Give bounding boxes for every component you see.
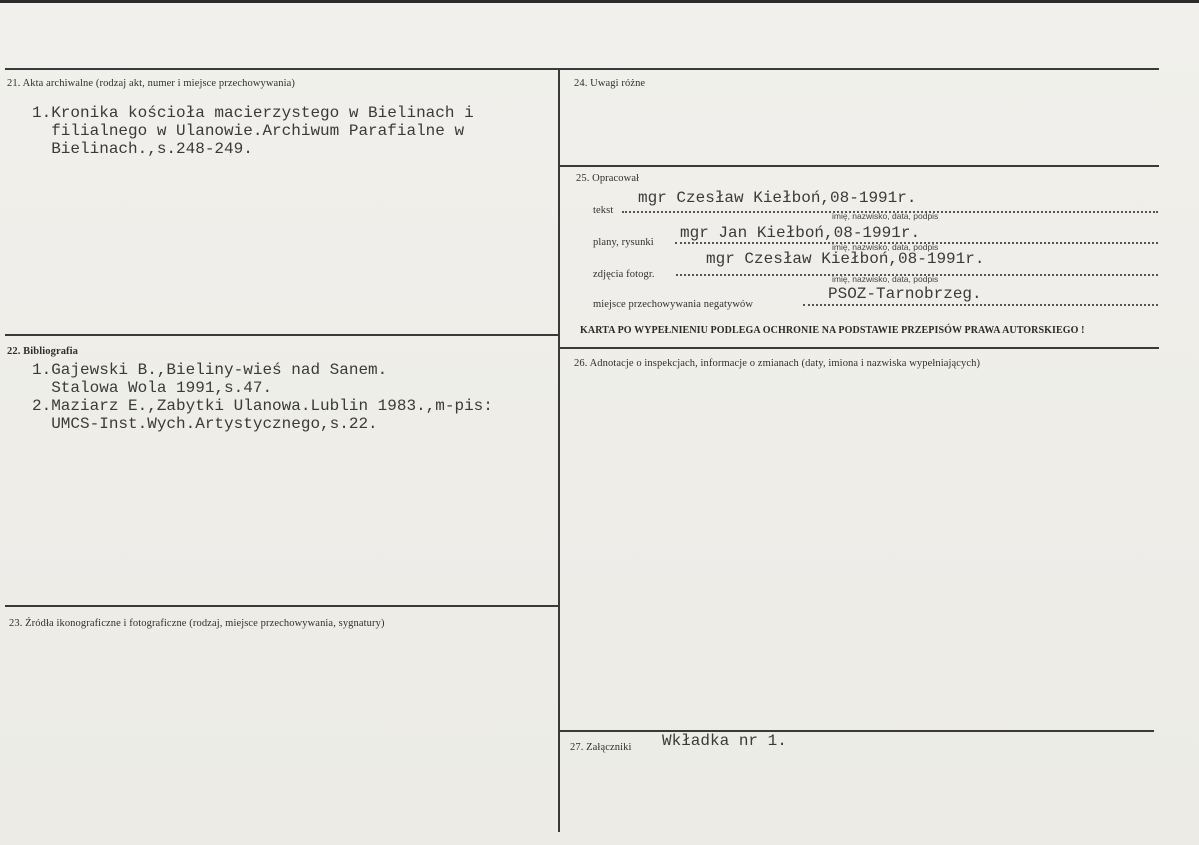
section26-label: 26. Adnotacje o inspekcjach, informacje o zmianach (daty, imiona i nazwiska wypełniających) <box>574 358 981 369</box>
section27-value: Wkładka nr 1. <box>662 732 787 750</box>
zdjecia-hint: imię, nazwisko, data, podpis <box>832 274 939 284</box>
tekst-hint: imię, nazwisko, data, podpis <box>832 211 939 221</box>
divider-right-25-26 <box>560 347 1159 349</box>
negatywy-dotted-line <box>803 304 1158 306</box>
section27-label: 27. Załączniki <box>570 742 632 753</box>
section21-line-1: 1.Kronika kościoła macierzystego w Bielinach i <box>32 104 474 122</box>
plany-label: plany, rysunki <box>593 237 654 248</box>
divider-left-21-22 <box>5 334 559 336</box>
section24-label: 24. Uwagi różne <box>574 78 646 89</box>
top-edge <box>0 0 1199 3</box>
section22-line-3: 2.Maziarz E.,Zabytki Ulanowa.Lublin 1983.,m-pis: <box>32 397 493 415</box>
copyright-warning: KARTA PO WYPEŁNIENIU PODLEGA OCHRONIE NA PODSTAWIE PRZEPISÓW PRAWA AUTORSKIEGO ! <box>580 325 1085 336</box>
divider-top <box>5 68 1159 70</box>
negatywy-label: miejsce przechowywania negatywów <box>593 299 754 310</box>
section23-label: 23. Źródła ikonograficzne i fotograficzne (rodzaj, miejsce przechowywania, sygnatury) <box>9 618 385 629</box>
section22-line-1: 1.Gajewski B.,Bieliny-wieś nad Sanem. <box>32 361 388 379</box>
divider-center <box>558 68 560 832</box>
plany-value: mgr Jan Kiełboń,08-1991r. <box>680 224 921 242</box>
divider-right-26-27 <box>560 730 1154 732</box>
section22-line-4: UMCS-Inst.Wych.Artystycznego,s.22. <box>32 415 378 433</box>
zdjecia-value: mgr Czesław Kiełboń,08-1991r. <box>706 250 985 268</box>
tekst-value: mgr Czesław Kiełboń,08-1991r. <box>638 189 917 207</box>
negatywy-value: PSOZ-Tarnobrzeg. <box>828 285 982 303</box>
section21-line-3: Bielinach.,s.248-249. <box>32 140 253 158</box>
plany-hint: imię, nazwisko, data, podpis <box>832 242 939 252</box>
tekst-label: tekst <box>593 205 614 216</box>
divider-left-22-23 <box>5 605 559 607</box>
section22-label: 22. Bibliografia <box>7 346 79 357</box>
section21-label: 21. Akta archiwalne (rodzaj akt, numer i miejsce przechowywania) <box>7 78 296 89</box>
zdjecia-label: zdjęcia fotogr. <box>593 269 655 280</box>
divider-right-24-25 <box>560 165 1159 167</box>
section25-label: 25. Opracował <box>576 173 640 184</box>
section22-line-2: Stalowa Wola 1991,s.47. <box>32 379 273 397</box>
section21-line-2: filialnego w Ulanowie.Archiwum Parafialne w <box>32 122 465 140</box>
